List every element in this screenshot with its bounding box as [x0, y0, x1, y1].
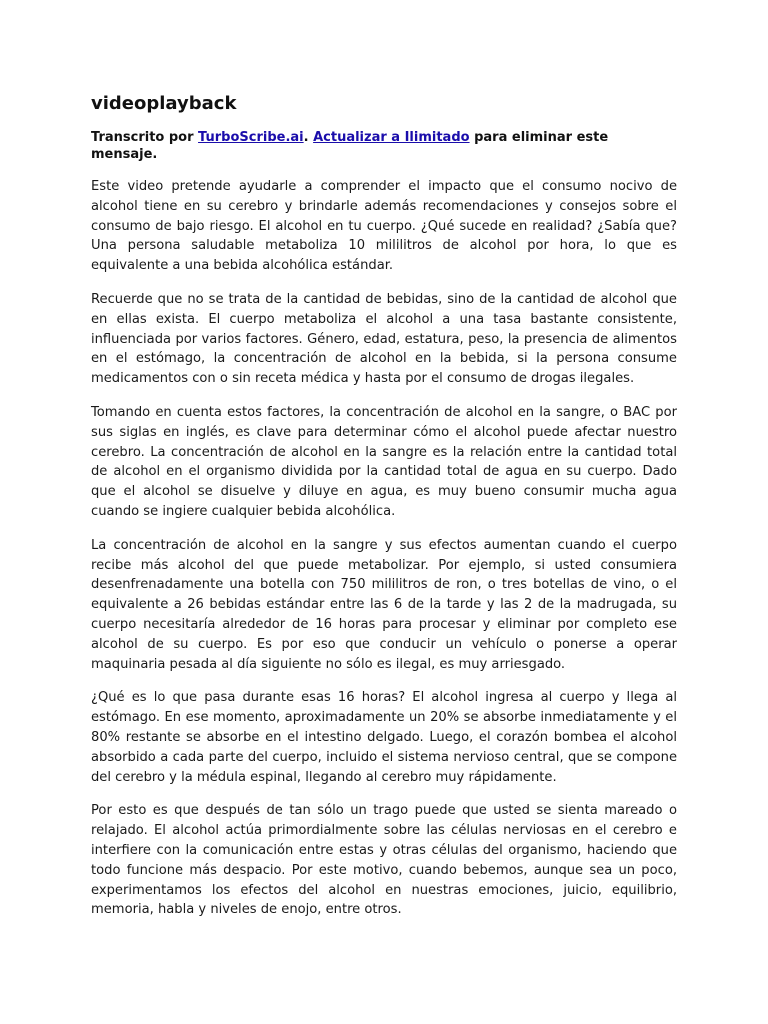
document-page — [91, 93, 677, 934]
paragraph: ¿Qué es lo que pasa durante esas 16 horas? El alcohol ingresa al cuerpo y llega al estómago. En ese momento, aproximadamente un 20% se absorbe inmediatamente y el 80% restante se absorbe en el intestino delgado. Luego, el corazón bombea el alcohol absorbido a cada parte del cuerpo, incluido el sistema nervioso central, que se compone del cerebro y la médula espinal, llegando al cerebro muy rápidamente. — [91, 690, 677, 785]
paragraph: Recuerde que no se trata de la cantidad de bebidas, sino de la cantidad de alcohol que en ellas exista. El cuerpo metaboliza el alcohol a una tasa bastante consistente, influenciada por varios factores. Género, edad, estatura, peso, la presencia de alimentos en el estómago, la concentración de alcohol en la bebida, si la persona consume medicamentos con o sin receta médica y hasta por el consumo de drogas ilegales. — [91, 291, 677, 387]
paragraph: Por esto es que después de tan sólo un trago puede que usted se sienta mareado o relajado. El alcohol actúa primordialmente sobre las células nerviosas en el cerebro e interfiere con la comunicación entre estas y otras células del organismo, haciendo que todo funcione más despacio. Por este motivo, cuando bebemos, aunque sea un poco, experimentamos los efectos del alcohol en nuestras emociones, juicio, equilibrio, memoria, habla y niveles de enojo, entre otros. — [91, 803, 677, 918]
banner-prefix: Transcrito por — [91, 130, 199, 145]
document-title: videoplayback — [91, 93, 237, 114]
paragraph: La concentración de alcohol en la sangre y sus efectos aumentan cuando el cuerpo recibe más alcohol del que puede metabolizar. Por ejemplo, si usted consumiera desenfrenadamente una botella con 750 mililitros de ron, o tres botellas de vino, o el equivalente a 26 bebidas estándar entre las 6 de la tarde y las 2 de la madrugada, su cuerpo necesitaría alrededor de 16 horas para procesar y eliminar por completo ese alcohol de su cuerpo. Es por eso que conducir un vehículo o ponerse a operar maquinaria pesada al día siguiente no sólo es ilegal, es muy arriesgado. — [91, 537, 677, 672]
upgrade-unlimited-link[interactable]: Actualizar a Ilimitado — [313, 130, 470, 145]
paragraph: Tomando en cuenta estos factores, la concentración de alcohol en la sangre, o BAC por sus siglas en inglés, es clave para determinar cómo el alcohol puede afectar nuestro cerebro. La concentración de alcohol en la sangre es la relación entre la cantidad total de alcohol en el organismo dividida por la cantidad total de agua en su cuerpo. Dado que el alcohol se disuelve y diluye en agua, es muy bueno consumir mucha agua cuando se ingiere cualquier bebida alcohólica. — [91, 404, 677, 519]
turboscribe-link[interactable]: TurboScribe.ai — [198, 130, 304, 145]
paragraph: Este video pretende ayudarle a comprender el impacto que el consumo nocivo de alcohol tiene en su cerebro y brindarle además recomendaciones y consejos sobre el consumo de bajo riesgo. El alcohol en tu cuerpo. ¿Qué sucede en realidad? ¿Sabía que? Una persona saludable metaboliza 10 mililitros de alcohol por hora, lo que es equivalente a una bebida alcohólica estándar. — [91, 179, 677, 274]
banner-suffix: para eliminar este mensaje. — [91, 130, 609, 162]
banner-separator: . — [303, 130, 314, 145]
transcription-banner — [91, 129, 677, 163]
